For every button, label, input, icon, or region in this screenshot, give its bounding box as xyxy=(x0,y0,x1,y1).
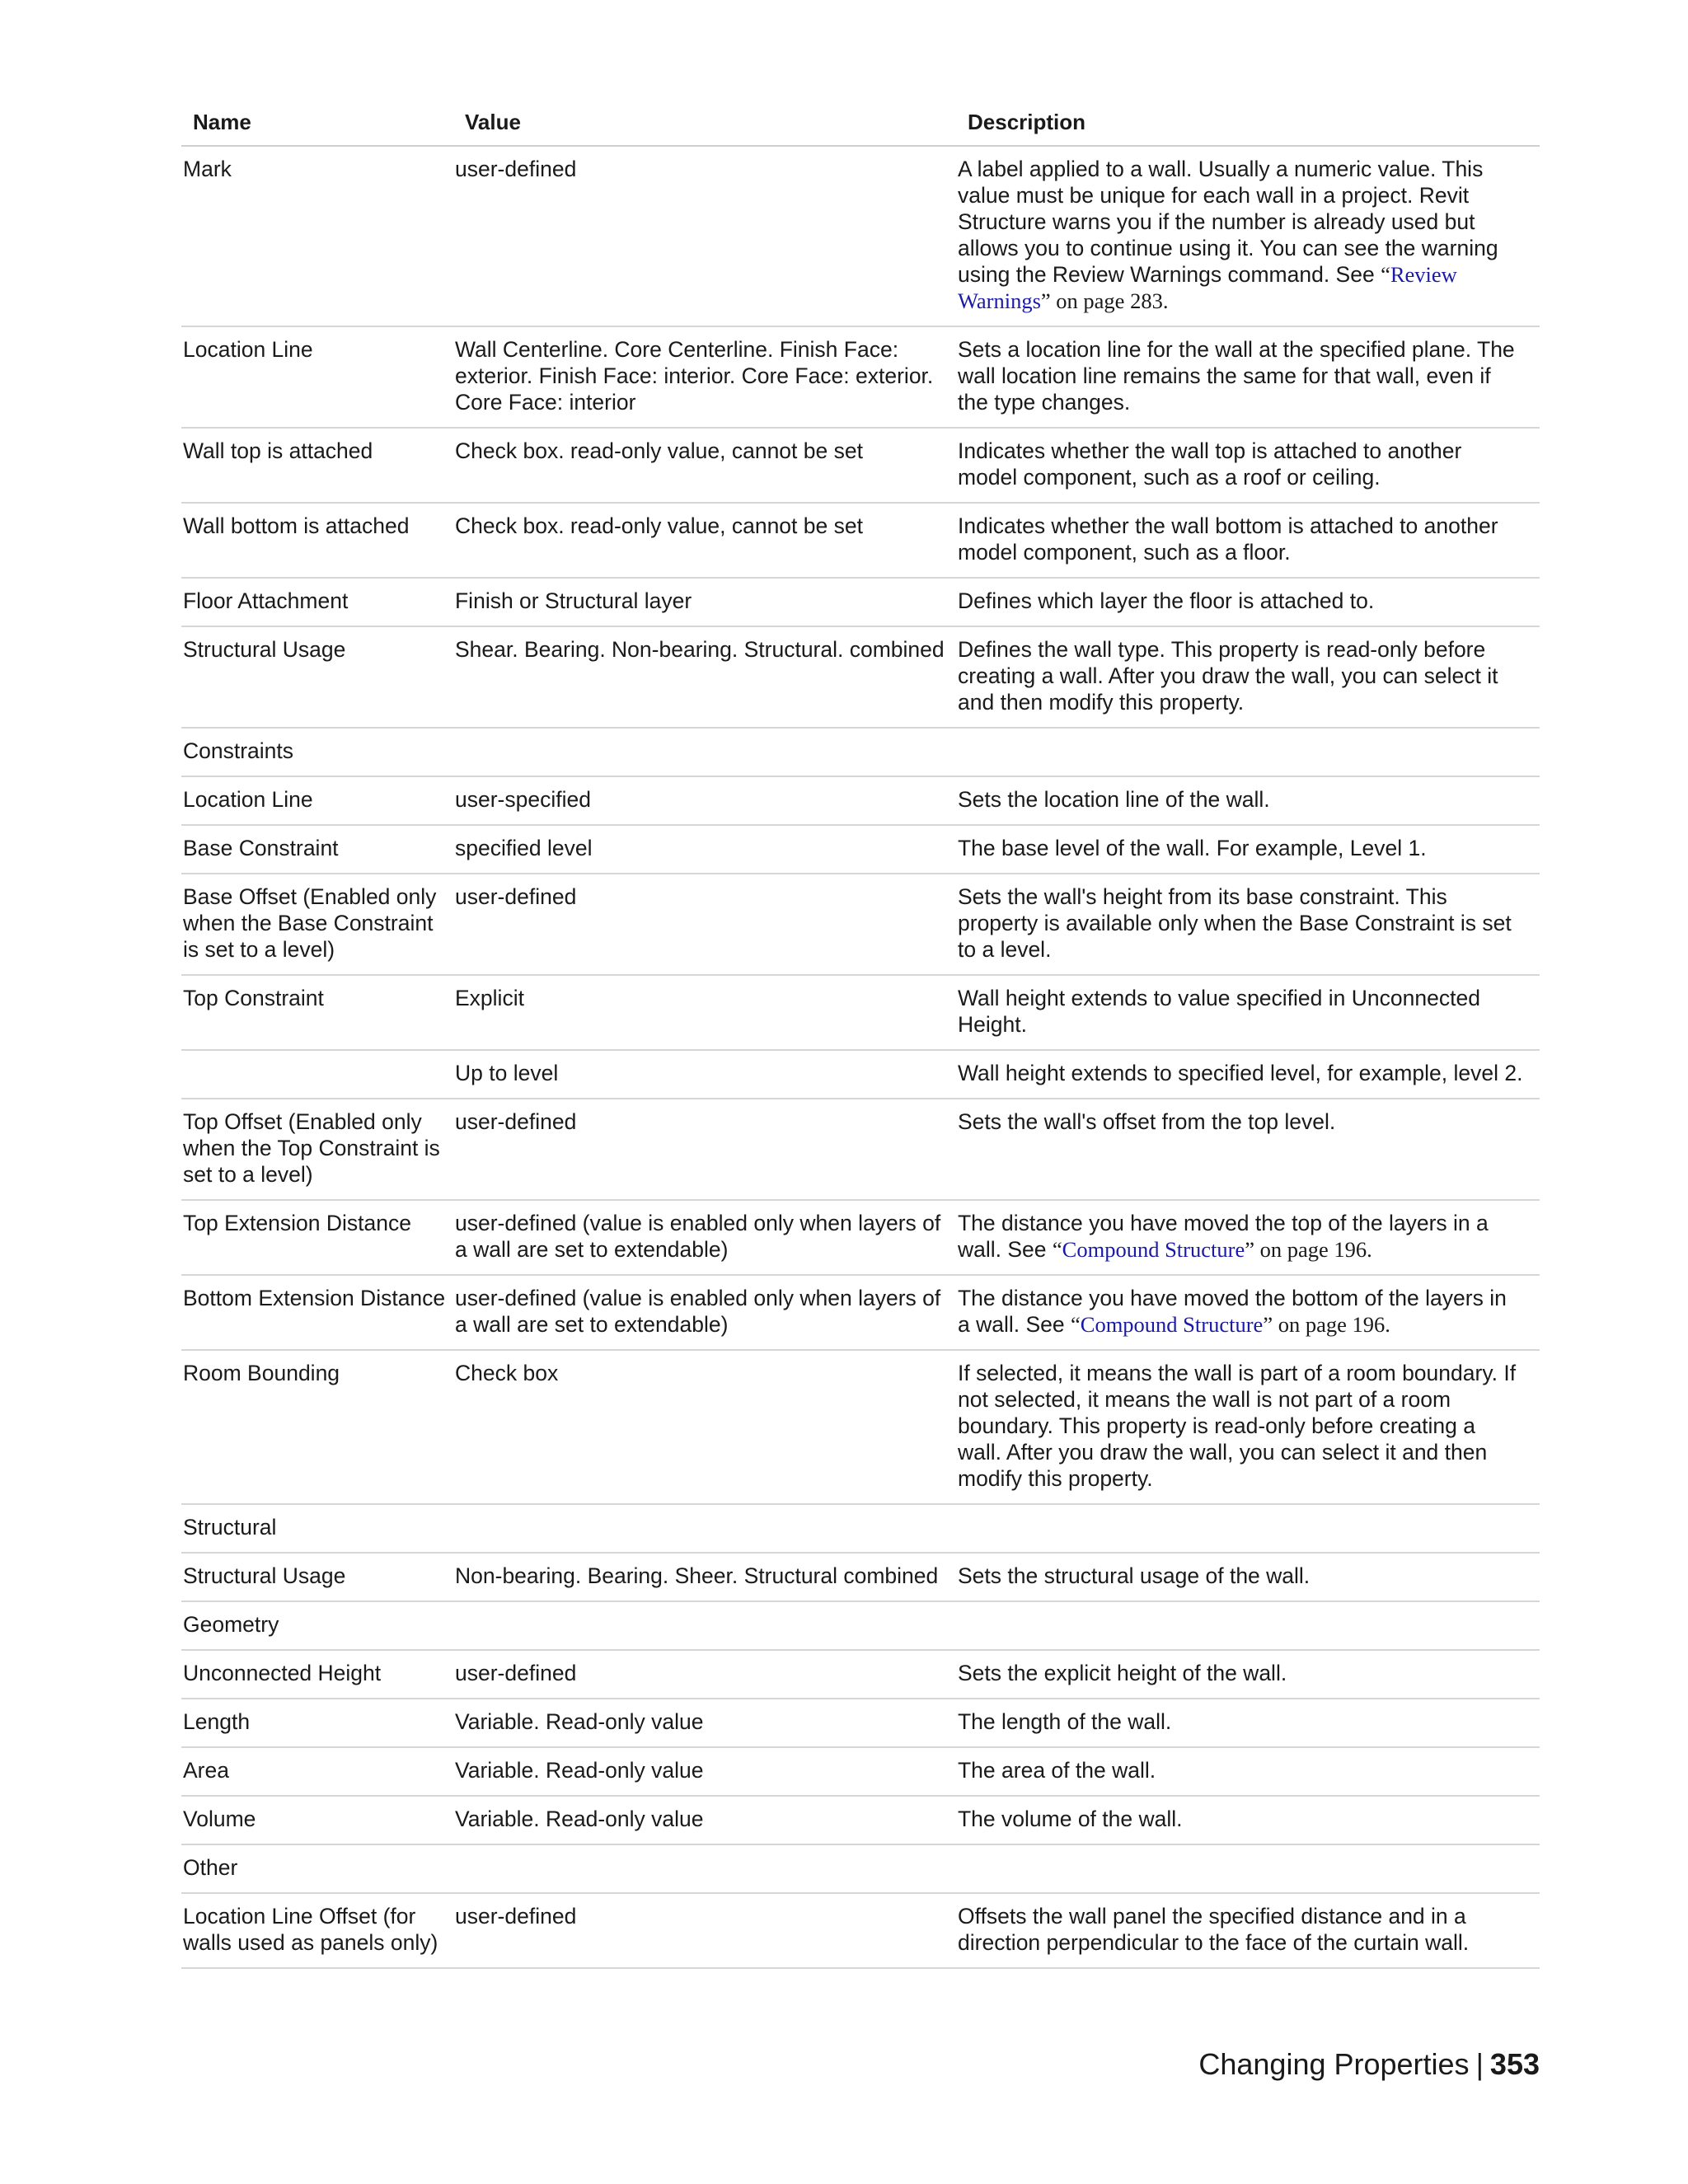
property-name: Room Bounding xyxy=(181,1350,453,1504)
table-row xyxy=(181,825,1540,874)
property-description xyxy=(956,1275,1540,1350)
property-value: Wall Centerline. Core Centerline. Finish Face: exterior. Finish Face: interior. Core Face: exterior. Core Face: interior xyxy=(453,326,956,428)
property-value: user-defined xyxy=(453,1650,956,1699)
property-value: Explicit xyxy=(453,975,956,1050)
table-row xyxy=(181,1796,1540,1844)
section-row-other xyxy=(181,1844,1540,1893)
column-header-value: Value xyxy=(453,102,956,146)
property-description: Sets the structural usage of the wall. xyxy=(956,1553,1540,1601)
table-row xyxy=(181,874,1540,975)
property-name: Top Constraint xyxy=(181,975,453,1050)
property-value: Up to level xyxy=(453,1050,956,1099)
quote-open: “ xyxy=(1052,1237,1062,1262)
property-description: Defines the wall type. This property is read-only before creating a wall. After you draw the wall, you can select it and then modify this property. xyxy=(956,626,1540,728)
property-name: Location Line xyxy=(181,776,453,825)
review-warnings-link[interactable]: Review Warnings xyxy=(958,262,1457,313)
footer-section-title: Changing Properties xyxy=(1198,2047,1470,2081)
property-value: user-defined (value is enabled only when layers of a wall are set to extendable) xyxy=(453,1275,956,1350)
table-row xyxy=(181,1350,1540,1504)
property-name: Mark xyxy=(181,146,453,326)
footer-separator: | xyxy=(1475,2047,1484,2081)
page-reference: on page 196. xyxy=(1273,1312,1390,1337)
property-name: Base Constraint xyxy=(181,825,453,874)
property-name xyxy=(181,1050,453,1099)
table-row xyxy=(181,1275,1540,1350)
property-description: Sets the wall's height from its base constraint. This property is available only when the Base Constraint is set to a level. xyxy=(956,874,1540,975)
property-description: Indicates whether the wall top is attached to another model component, such as a roof or ceiling. xyxy=(956,428,1540,503)
property-value: specified level xyxy=(453,825,956,874)
property-name: Wall bottom is attached xyxy=(181,503,453,578)
property-value: user-specified xyxy=(453,776,956,825)
property-value: Finish or Structural layer xyxy=(453,578,956,626)
table-row xyxy=(181,1699,1540,1747)
table-row xyxy=(181,1747,1540,1796)
property-description: The area of the wall. xyxy=(956,1747,1540,1796)
property-name: Volume xyxy=(181,1796,453,1844)
section-row-constraints xyxy=(181,728,1540,776)
section-title: Constraints xyxy=(181,728,453,776)
property-value: user-defined xyxy=(453,146,956,326)
table-row xyxy=(181,578,1540,626)
page-number: 353 xyxy=(1489,2047,1540,2081)
section-row-geometry xyxy=(181,1601,1540,1650)
property-value: Non-bearing. Bearing. Sheer. Structural combined xyxy=(453,1553,956,1601)
table-body xyxy=(181,146,1540,1968)
section-title: Structural xyxy=(181,1504,453,1553)
property-value: Check box. read-only value, cannot be set xyxy=(453,428,956,503)
property-description: The volume of the wall. xyxy=(956,1796,1540,1844)
property-description: Wall height extends to specified level, for example, level 2. xyxy=(956,1050,1540,1099)
property-name: Structural Usage xyxy=(181,626,453,728)
property-description: Wall height extends to value specified in Unconnected Height. xyxy=(956,975,1540,1050)
table-row xyxy=(181,1099,1540,1200)
table-row xyxy=(181,503,1540,578)
property-name: Floor Attachment xyxy=(181,578,453,626)
property-value: Variable. Read-only value xyxy=(453,1796,956,1844)
quote-close: ” xyxy=(1263,1312,1273,1337)
property-description: The length of the wall. xyxy=(956,1699,1540,1747)
property-description xyxy=(956,1200,1540,1275)
description-text: The distance you have moved the bottom of the layers in a wall. See xyxy=(958,1286,1507,1337)
property-name: Base Offset (Enabled only when the Base Constraint is set to a level) xyxy=(181,874,453,975)
property-name: Structural Usage xyxy=(181,1553,453,1601)
property-name: Wall top is attached xyxy=(181,428,453,503)
property-description: Sets the wall's offset from the top level. xyxy=(956,1099,1540,1200)
property-name: Top Offset (Enabled only when the Top Constraint is set to a level) xyxy=(181,1099,453,1200)
property-name: Location Line Offset (for walls used as panels only) xyxy=(181,1893,453,1968)
table-row xyxy=(181,1893,1540,1968)
property-description: Sets a location line for the wall at the specified plane. The wall location line remains the same for that wall, even if the type changes. xyxy=(956,326,1540,428)
section-row-structural xyxy=(181,1504,1540,1553)
table-row xyxy=(181,975,1540,1050)
property-value: user-defined (value is enabled only when layers of a wall are set to extendable) xyxy=(453,1200,956,1275)
column-header-name: Name xyxy=(181,102,453,146)
property-value: Check box xyxy=(453,1350,956,1504)
table-header xyxy=(181,102,1540,146)
section-title: Geometry xyxy=(181,1601,453,1650)
property-name: Unconnected Height xyxy=(181,1650,453,1699)
property-value: user-defined xyxy=(453,1099,956,1200)
page-footer xyxy=(1198,2047,1540,2082)
description-text: The distance you have moved the top of the layers in a wall. See xyxy=(958,1211,1489,1262)
property-name: Bottom Extension Distance xyxy=(181,1275,453,1350)
property-description: The base level of the wall. For example, Level 1. xyxy=(956,825,1540,874)
column-header-description: Description xyxy=(956,102,1540,146)
quote-open: “ xyxy=(1381,262,1390,287)
quote-close: ” xyxy=(1040,288,1051,313)
property-description: Offsets the wall panel the specified distance and in a direction perpendicular to the face of the curtain wall. xyxy=(956,1893,1540,1968)
property-value: user-defined xyxy=(453,874,956,975)
table-row xyxy=(181,776,1540,825)
property-description: If selected, it means the wall is part of a room boundary. If not selected, it means the wall is not part of a room boundary. This property is read-only before creating a wall. After you draw the wall, you can select it and then modify this property. xyxy=(956,1350,1540,1504)
property-value: user-defined xyxy=(453,1893,956,1968)
property-value: Shear. Bearing. Non-bearing. Structural. combined xyxy=(453,626,956,728)
page-reference: on page 196. xyxy=(1254,1237,1372,1262)
header-row xyxy=(181,102,1540,146)
property-description xyxy=(956,146,1540,326)
property-description: Sets the location line of the wall. xyxy=(956,776,1540,825)
quote-close: ” xyxy=(1245,1237,1254,1262)
property-name: Length xyxy=(181,1699,453,1747)
compound-structure-link[interactable]: Compound Structure xyxy=(1062,1237,1245,1262)
description-text: A label applied to a wall. Usually a numeric value. This value must be unique for each wall in a project. Revit Structure warns you if the number is already used but allows you to continue using it. You can see the warning using the Review Warnings command. See xyxy=(958,157,1498,287)
table-row xyxy=(181,1553,1540,1601)
property-description: Sets the explicit height of the wall. xyxy=(956,1650,1540,1699)
property-value: Check box. read-only value, cannot be set xyxy=(453,503,956,578)
property-description: Defines which layer the floor is attached to. xyxy=(956,578,1540,626)
table-row xyxy=(181,428,1540,503)
compound-structure-link[interactable]: Compound Structure xyxy=(1080,1312,1264,1337)
quote-open: “ xyxy=(1071,1312,1081,1337)
table-row xyxy=(181,146,1540,326)
table-row xyxy=(181,326,1540,428)
page-reference: on page 283. xyxy=(1050,288,1169,313)
wall-properties-table xyxy=(181,102,1540,1969)
property-name: Location Line xyxy=(181,326,453,428)
table-row xyxy=(181,626,1540,728)
table-row xyxy=(181,1650,1540,1699)
section-title: Other xyxy=(181,1844,453,1893)
property-value: Variable. Read-only value xyxy=(453,1747,956,1796)
property-name: Area xyxy=(181,1747,453,1796)
property-name: Top Extension Distance xyxy=(181,1200,453,1275)
property-description: Indicates whether the wall bottom is attached to another model component, such as a floor. xyxy=(956,503,1540,578)
property-value: Variable. Read-only value xyxy=(453,1699,956,1747)
table-row xyxy=(181,1050,1540,1099)
table-row xyxy=(181,1200,1540,1275)
